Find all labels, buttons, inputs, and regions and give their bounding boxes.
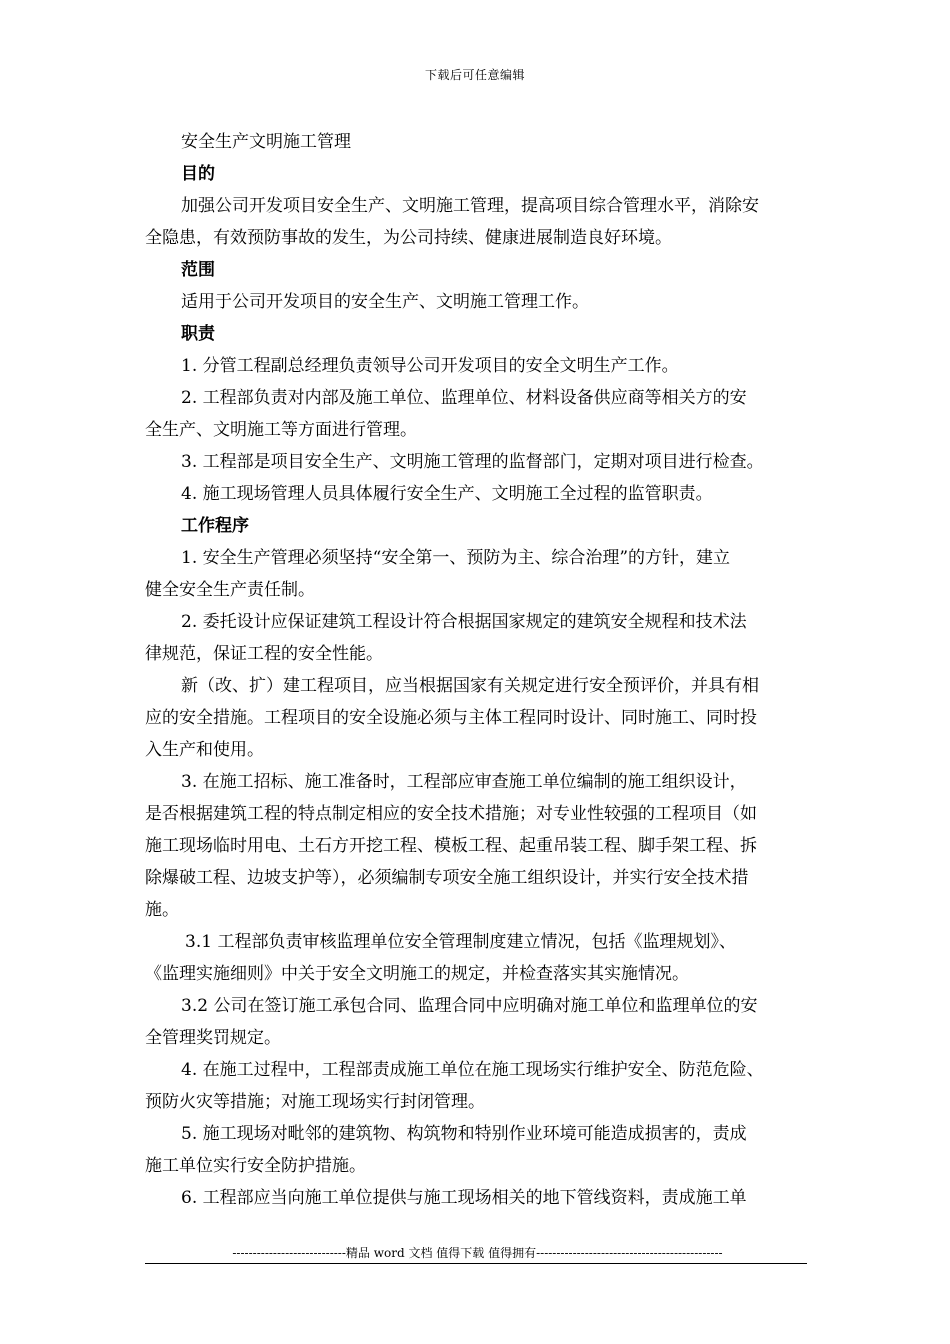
document-body	[145, 126, 810, 1214]
paragraph-line: 4. 施工现场管理人员具体履行安全生产、文明施工全过程的监管职责。	[181, 484, 713, 504]
page-footer-text: ----------------------------精品 word 文档 值得下载 值得拥有----------------------------------------------	[232, 1246, 723, 1260]
paragraph-line: 6. 工程部应当向施工单位提供与施工现场相关的地下管线资料，责成施工单	[181, 1188, 747, 1208]
paragraph-line: 5. 施工现场对毗邻的建筑物、构筑物和特别作业环境可能造成损害的，责成	[181, 1124, 747, 1144]
paragraph-line: 律规范，保证工程的安全性能。	[145, 644, 383, 664]
paragraph-line: 1. 安全生产管理必须坚持“安全第一、预防为主、综合治理”的方针，建立	[181, 548, 731, 568]
paragraph-line: 2. 委托设计应保证建筑工程设计符合根据国家规定的建筑安全规程和技术法	[181, 612, 747, 632]
paragraph-line: 3.2 公司在签订施工承包合同、监理合同中应明确对施工单位和监理单位的安	[181, 996, 758, 1016]
section-heading: 职责	[181, 324, 215, 344]
paragraph-line: 3.1 工程部负责审核监理单位安全管理制度建立情况，包括《监理规划》、	[185, 932, 736, 952]
paragraph-line: 是否根据建筑工程的特点制定相应的安全技术措施；对专业性较强的工程项目（如	[145, 804, 757, 824]
page-header-note: 下载后可任意编辑	[424, 68, 525, 82]
paragraph-line: 3. 工程部是项目安全生产、文明施工管理的监督部门，定期对项目进行检查。	[181, 452, 764, 472]
paragraph-line: 4. 在施工过程中，工程部责成施工单位在施工现场实行维护安全、防范危险、	[181, 1060, 764, 1080]
paragraph-line: 2. 工程部负责对内部及施工单位、监理单位、材料设备供应商等相关方的安	[181, 388, 747, 408]
paragraph-line: 健全安全生产责任制。	[145, 580, 315, 600]
paragraph-line: 全生产、文明施工等方面进行管理。	[145, 420, 417, 440]
paragraph-line: 新（改、扩）建工程项目，应当根据国家有关规定进行安全预评价，并具有相	[181, 676, 759, 696]
paragraph-line: 安全生产文明施工管理	[181, 132, 351, 152]
section-heading: 工作程序	[181, 516, 249, 536]
paragraph-line: 施工单位实行安全防护措施。	[145, 1156, 366, 1176]
paragraph-line: 全隐患，有效预防事故的发生，为公司持续、健康进展制造良好环境。	[145, 228, 672, 248]
paragraph-line: 入生产和使用。	[145, 740, 264, 760]
paragraph-line: 3. 在施工招标、施工准备时，工程部应审查施工单位编制的施工组织设计，	[181, 772, 747, 792]
paragraph-line: 除爆破工程、边坡支护等），必须编制专项安全施工组织设计，并实行安全技术措	[145, 868, 749, 888]
section-heading: 范围	[181, 260, 215, 280]
paragraph-line: 施。	[145, 900, 179, 920]
footer-rule	[145, 1263, 807, 1264]
paragraph-line: 1. 分管工程副总经理负责领导公司开发项目的安全文明生产工作。	[181, 356, 679, 376]
paragraph-line: 预防火灾等措施；对施工现场实行封闭管理。	[145, 1092, 485, 1112]
section-heading: 目的	[181, 164, 215, 184]
paragraph-line: 《监理实施细则》中关于安全文明施工的规定，并检查落实其实施情况。	[145, 964, 689, 984]
paragraph-line: 适用于公司开发项目的安全生产、文明施工管理工作。	[181, 292, 589, 312]
paragraph-line: 施工现场临时用电、土石方开挖工程、模板工程、起重吊装工程、脚手架工程、拆	[145, 836, 757, 856]
paragraph-line: 全管理奖罚规定。	[145, 1028, 281, 1048]
paragraph-line: 加强公司开发项目安全生产、文明施工管理，提高项目综合管理水平，消除安	[181, 196, 759, 216]
paragraph-line: 应的安全措施。工程项目的安全设施必须与主体工程同时设计、同时施工、同时投	[145, 708, 757, 728]
